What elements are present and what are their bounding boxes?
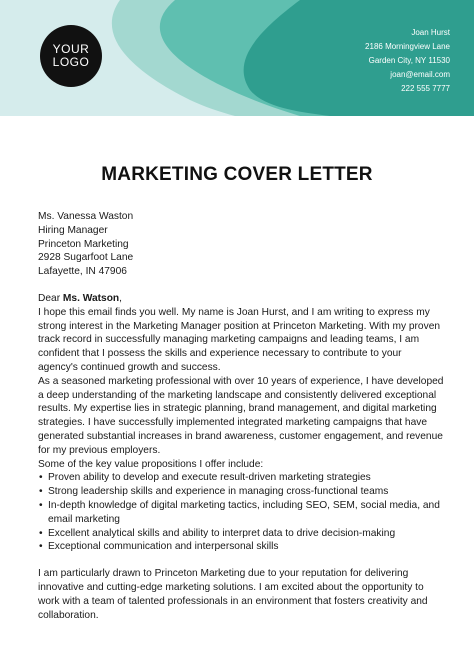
recipient-address-block (38, 210, 444, 279)
value-propositions-list (38, 471, 444, 554)
value-propositions-section (38, 458, 444, 555)
logo-line-2: LOGO (52, 55, 90, 69)
paragraph-intro: I hope this email finds you well. My name is Joan Hurst, and I am writing to express my strong interest in the Marketing Manager position at Princeton Marketing. With my proven track record in successfully managing marketing campaigns and leading teams, I am confident that I possess the skills and experience necessary to contribute to your agency's continued growth and success. (38, 306, 441, 373)
sender-phone: 222 555 7777 (401, 84, 450, 93)
recipient-city: Lafayette, IN 47906 (38, 266, 127, 278)
sender-name: Joan Hurst (411, 28, 450, 37)
recipient-street: 2928 Sugarfoot Lane (38, 252, 134, 264)
sender-city: Garden City, NY 11530 (368, 56, 450, 65)
recipient-role: Hiring Manager (38, 224, 108, 236)
salutation-prefix: Dear (38, 292, 63, 304)
sender-address: 2186 Morningview Lane (365, 42, 450, 51)
paragraph-experience: As a seasoned marketing professional with over 10 years of experience, I have developed a deep understanding of the marketing landscape and consistently delivered exceptional results. My expertise lies in strategic planning, brand management, and digital marketing strategies. I have successfully implemented integrated marketing campaigns that have generated substantial increases in brand awareness, customer engagement, and revenue for my previous employers. (38, 375, 444, 456)
list-item: • Exceptional communication and interpersonal skills (38, 540, 444, 554)
sender-contact-block (365, 26, 450, 96)
recipient-company: Princeton Marketing (38, 238, 129, 250)
letterhead (0, 0, 474, 116)
value-propositions-intro: Some of the key value propositions I offer include: (38, 458, 264, 470)
paragraph-closing: I am particularly drawn to Princeton Marketing due to your reputation for delivering innovative and cutting-edge marketing solutions. I am excited about the opportunity to work with a team of talented professionals in an environment that fosters creativity and collaboration. (38, 568, 428, 621)
salutation-suffix: , (119, 292, 122, 304)
list-item: • In-depth knowledge of digital marketing tactics, including SEO, SEM, social media, and email marketing (38, 499, 444, 527)
salutation (38, 292, 444, 306)
sender-email: joan@email.com (390, 70, 450, 79)
logo-line-1: YOUR (52, 42, 90, 56)
salutation-name: Ms. Watson (62, 292, 120, 304)
letter-body (38, 210, 444, 622)
list-item: • Strong leadership skills and experience in managing cross-functional teams (38, 485, 444, 499)
recipient-name: Ms. Vanessa Waston (38, 211, 134, 222)
list-item: • Proven ability to develop and execute result-driven marketing strategies (38, 471, 444, 485)
page-title: MARKETING COVER LETTER (101, 164, 373, 185)
list-item: • Excellent analytical skills and ability to interpret data to drive decision-making (38, 527, 444, 541)
company-logo (40, 25, 102, 87)
